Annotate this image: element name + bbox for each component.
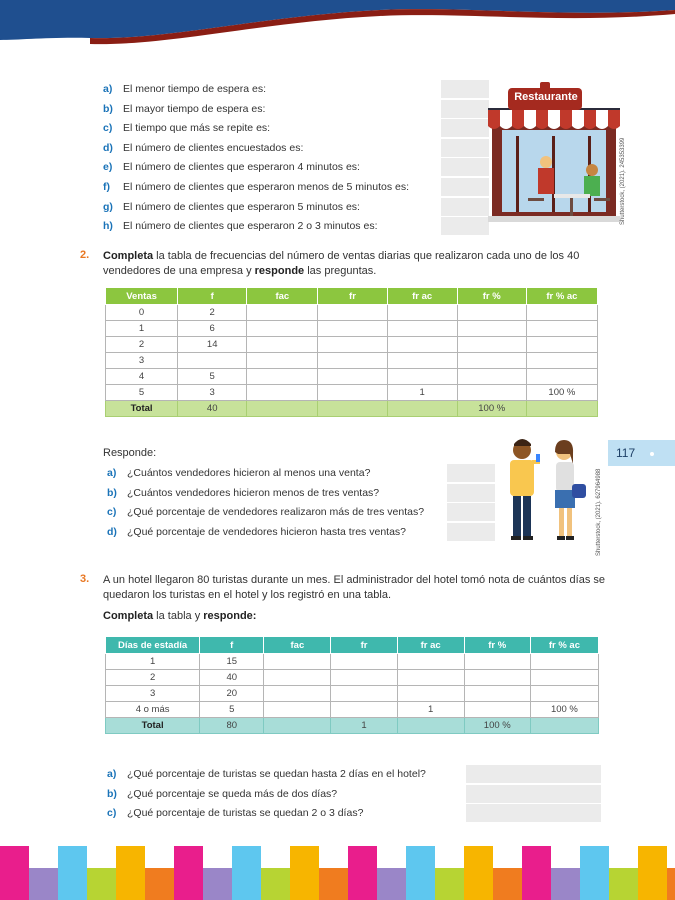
table-header-row (106, 637, 599, 654)
total-cell[interactable] (318, 401, 387, 417)
table-row (106, 337, 598, 353)
question-letter: b) (107, 787, 117, 800)
table-cell[interactable] (464, 702, 530, 718)
stripe (116, 846, 145, 900)
table-row (106, 321, 598, 337)
question-text: ¿Qué porcentaje de vendedores hicieron hasta tres ventas? (127, 525, 407, 538)
question-text: El tiempo que más se repite es: (123, 122, 271, 135)
exercise2-verb-complete: Completa (103, 250, 154, 262)
table-cell: 40 (200, 670, 264, 686)
table-cell[interactable] (318, 385, 387, 401)
table-cell: 20 (200, 686, 264, 702)
exercise3-instruction-text: la tabla y (153, 610, 204, 622)
exercise3-statement: A un hotel llegaron 80 turistas durante un mes. El administrador del hotel tomó nota de cuántos días se quedaron los turistas en el hotel y los registró en una tabla. (103, 574, 606, 601)
table-cell[interactable] (247, 321, 318, 337)
table-cell: 5 (106, 385, 178, 401)
question-item (103, 102, 265, 116)
question-letter: c) (103, 122, 113, 135)
stripe (348, 846, 377, 900)
table-cell[interactable] (526, 337, 597, 353)
stripe (551, 868, 580, 900)
stripe (319, 868, 348, 900)
table-cell: 0 (106, 305, 178, 321)
answer-box[interactable] (446, 522, 496, 542)
column-header: fr ac (387, 288, 457, 305)
table-cell[interactable] (526, 369, 597, 385)
total-cell: 80 (200, 718, 264, 734)
table-cell[interactable] (457, 369, 526, 385)
answer-box[interactable] (440, 79, 490, 99)
question-letter: a) (107, 768, 117, 780)
table-cell[interactable] (331, 686, 397, 702)
table-cell[interactable] (178, 353, 247, 369)
question-letter: e) (103, 161, 113, 174)
total-cell: Total (106, 718, 200, 734)
column-header: fr ac (397, 637, 464, 654)
table-cell: 14 (178, 337, 247, 353)
question-item (107, 525, 406, 539)
stripe (58, 846, 87, 900)
table-cell[interactable] (387, 321, 457, 337)
question-text: El número de clientes que esperaron menos de 5 minutos es: (123, 181, 409, 193)
question-item (107, 767, 426, 781)
column-header: fr % (457, 288, 526, 305)
exercise3-verb-complete: Completa (103, 610, 154, 622)
question-item (103, 160, 360, 174)
table-row (106, 305, 598, 321)
answer-box[interactable] (465, 764, 602, 784)
stripe (232, 846, 261, 900)
table-cell[interactable] (464, 686, 530, 702)
exercise3-number: 3. (80, 573, 90, 585)
table-cell[interactable] (457, 353, 526, 369)
table-row (106, 369, 598, 385)
exercise2-statement (103, 249, 603, 279)
stripe (87, 868, 116, 900)
question-text: El número de clientes que esperaron 5 minutos es: (123, 200, 360, 213)
exercise2-verb-respond: responde (254, 265, 305, 277)
question-item (103, 180, 409, 194)
column-header: fr % ac (526, 288, 597, 305)
question-item (103, 219, 377, 233)
table-cell[interactable] (264, 654, 331, 670)
column-header: f (178, 288, 247, 305)
stripe (290, 846, 319, 900)
table-cell[interactable] (397, 686, 464, 702)
table-total-row (106, 718, 599, 734)
exercise2-statement-text: la tabla de frecuencias del número de ventas diarias que realizaron cada uno de los 40 vendedores de una empresa y (103, 250, 580, 277)
question-item (107, 466, 370, 480)
table-cell[interactable] (464, 670, 530, 686)
table-cell: 3 (106, 686, 200, 702)
total-cell[interactable] (530, 718, 598, 734)
stripe (493, 868, 522, 900)
table-header-row (106, 288, 598, 305)
table-cell: 1 (106, 654, 200, 670)
total-cell[interactable] (397, 718, 464, 734)
table-cell[interactable] (530, 686, 598, 702)
question-text: El mayor tiempo de espera es: (123, 102, 266, 115)
question-text: ¿Qué porcentaje de turistas se quedan 2 o 3 días? (127, 807, 364, 819)
table-cell[interactable] (247, 305, 318, 321)
table-cell[interactable] (318, 321, 387, 337)
question-text: ¿Qué porcentaje de vendedores realizaron más de tres ventas? (127, 506, 425, 518)
total-cell[interactable] (247, 401, 318, 417)
table-row (106, 702, 599, 718)
table-cell[interactable] (526, 353, 597, 369)
table-row (106, 385, 598, 401)
table-cell[interactable] (247, 385, 318, 401)
table-cell[interactable] (264, 702, 331, 718)
table-cell[interactable] (247, 369, 318, 385)
table-cell: 3 (178, 385, 247, 401)
table-cell[interactable] (387, 305, 457, 321)
table-cell: 100 % (530, 702, 598, 718)
question-letter: b) (103, 102, 113, 115)
answer-box[interactable] (446, 502, 496, 522)
table-row (106, 686, 599, 702)
table-cell: 2 (106, 337, 178, 353)
total-cell: 1 (331, 718, 397, 734)
question-letter: c) (107, 807, 117, 819)
stripe (0, 846, 29, 900)
table-total-row (106, 401, 598, 417)
question-letter: g) (103, 200, 113, 213)
table-cell: 2 (178, 305, 247, 321)
answer-box[interactable] (465, 803, 602, 823)
stripe (667, 868, 675, 900)
table-cell[interactable] (530, 654, 598, 670)
table-cell: 15 (200, 654, 264, 670)
stripe (609, 868, 638, 900)
question-text: ¿Cuántos vendedores hicieron al menos una venta? (127, 467, 371, 479)
responde-label: Responde: (103, 447, 157, 459)
question-item (103, 82, 266, 96)
column-header: fr (331, 637, 397, 654)
people-image-credit: Shutterstock, (2021). 627964988 (596, 468, 602, 556)
table-cell[interactable] (457, 337, 526, 353)
question-item (103, 141, 303, 155)
exercise3-verb-respond: responde: (203, 610, 257, 622)
stripe (638, 846, 667, 900)
bottom-stripes-decoration (0, 846, 675, 900)
exercise3-instruction (103, 610, 256, 622)
answer-box[interactable] (440, 138, 490, 158)
total-cell[interactable] (526, 401, 597, 417)
question-text: ¿Qué porcentaje de turistas se quedan hasta 2 días en el hotel? (127, 768, 426, 780)
stripe (377, 868, 406, 900)
stripe (29, 868, 58, 900)
question-item (107, 486, 379, 500)
answer-box[interactable] (446, 483, 496, 503)
table-cell[interactable] (318, 353, 387, 369)
stripe (464, 846, 493, 900)
table-cell[interactable] (464, 654, 530, 670)
table-cell: 1 (106, 321, 178, 337)
table-cell: 2 (106, 670, 200, 686)
answer-box[interactable] (440, 118, 490, 138)
question-letter: h) (103, 220, 113, 233)
column-header: fr % (464, 637, 530, 654)
header-wave-decoration (0, 0, 675, 50)
stripe (435, 868, 464, 900)
question-letter: a) (107, 467, 117, 479)
table-cell[interactable] (331, 702, 397, 718)
column-header: Ventas (106, 288, 178, 305)
column-header: Días de estadía (106, 637, 200, 654)
question-item (107, 787, 337, 801)
question-text: El número de clientes encuestados es: (123, 141, 304, 154)
answer-box[interactable] (440, 177, 490, 197)
total-cell: 100 % (464, 718, 530, 734)
question-letter: a) (103, 83, 113, 95)
table-cell[interactable] (397, 654, 464, 670)
question-letter: c) (107, 506, 117, 518)
table-row (106, 353, 598, 369)
column-header: fr (318, 288, 387, 305)
total-cell: 40 (178, 401, 247, 417)
question-letter: f) (103, 181, 110, 193)
answer-box[interactable] (440, 197, 490, 217)
column-header: f (200, 637, 264, 654)
column-header: fac (247, 288, 318, 305)
restaurant-image-credit: Shutterstock, (2021). 245353399 (620, 137, 626, 225)
table-cell[interactable] (264, 670, 331, 686)
total-cell[interactable] (264, 718, 331, 734)
page-number: 117 (616, 446, 636, 460)
question-text: El número de clientes que esperaron 4 minutos es: (123, 161, 360, 174)
answer-box[interactable] (440, 216, 490, 236)
column-header: fr % ac (530, 637, 598, 654)
exercise2-number: 2. (80, 249, 90, 261)
stripe (174, 846, 203, 900)
sales-frequency-table (105, 287, 598, 417)
question-item (107, 806, 363, 820)
question-text: El menor tiempo de espera es: (123, 83, 266, 95)
table-cell: 3 (106, 353, 178, 369)
table-cell[interactable] (387, 337, 457, 353)
answer-box[interactable] (465, 784, 602, 804)
total-cell: Total (106, 401, 178, 417)
people-illustration (500, 436, 592, 542)
total-cell: 100 % (457, 401, 526, 417)
answer-box[interactable] (446, 463, 496, 483)
table-cell[interactable] (457, 321, 526, 337)
table-cell[interactable] (397, 670, 464, 686)
stripe (261, 868, 290, 900)
table-cell[interactable] (530, 670, 598, 686)
table-cell[interactable] (331, 654, 397, 670)
table-cell: 1 (387, 385, 457, 401)
restaurant-sign-text: Restaurante (514, 91, 578, 103)
column-header: fac (264, 637, 331, 654)
table-row (106, 670, 599, 686)
stripe (406, 846, 435, 900)
table-cell: 4 o más (106, 702, 200, 718)
question-letter: d) (107, 525, 117, 538)
table-cell[interactable] (318, 337, 387, 353)
table-cell[interactable] (526, 321, 597, 337)
table-cell[interactable] (457, 385, 526, 401)
hotel-stay-frequency-table (105, 636, 599, 734)
table-cell[interactable] (526, 305, 597, 321)
question-letter: d) (103, 141, 113, 154)
table-cell[interactable] (457, 305, 526, 321)
page-tab-dot (650, 452, 654, 456)
question-letter: b) (107, 486, 117, 499)
table-cell[interactable] (247, 353, 318, 369)
stripe (522, 846, 551, 900)
table-cell: 4 (106, 369, 178, 385)
table-cell: 100 % (526, 385, 597, 401)
table-row (106, 654, 599, 670)
stripe (580, 846, 609, 900)
answer-box[interactable] (440, 99, 490, 119)
table-cell[interactable] (318, 305, 387, 321)
question-text: ¿Qué porcentaje se queda más de dos días? (127, 787, 338, 800)
question-item (103, 121, 270, 135)
table-cell[interactable] (387, 353, 457, 369)
table-cell: 5 (200, 702, 264, 718)
stripe (145, 868, 174, 900)
table-cell: 5 (178, 369, 247, 385)
table-cell[interactable] (247, 337, 318, 353)
question-item (107, 505, 424, 519)
question-text: El número de clientes que esperaron 2 o 3 minutos es: (123, 220, 378, 233)
answer-box[interactable] (440, 157, 490, 177)
exercise2-statement-end: las preguntas. (304, 265, 377, 277)
table-cell[interactable] (387, 369, 457, 385)
table-cell[interactable] (331, 670, 397, 686)
table-cell[interactable] (264, 686, 331, 702)
stripe (203, 868, 232, 900)
table-cell: 1 (397, 702, 464, 718)
table-cell[interactable] (318, 369, 387, 385)
question-item (103, 200, 360, 214)
table-cell: 6 (178, 321, 247, 337)
question-text: ¿Cuántos vendedores hicieron menos de tres ventas? (127, 486, 380, 499)
total-cell[interactable] (387, 401, 457, 417)
